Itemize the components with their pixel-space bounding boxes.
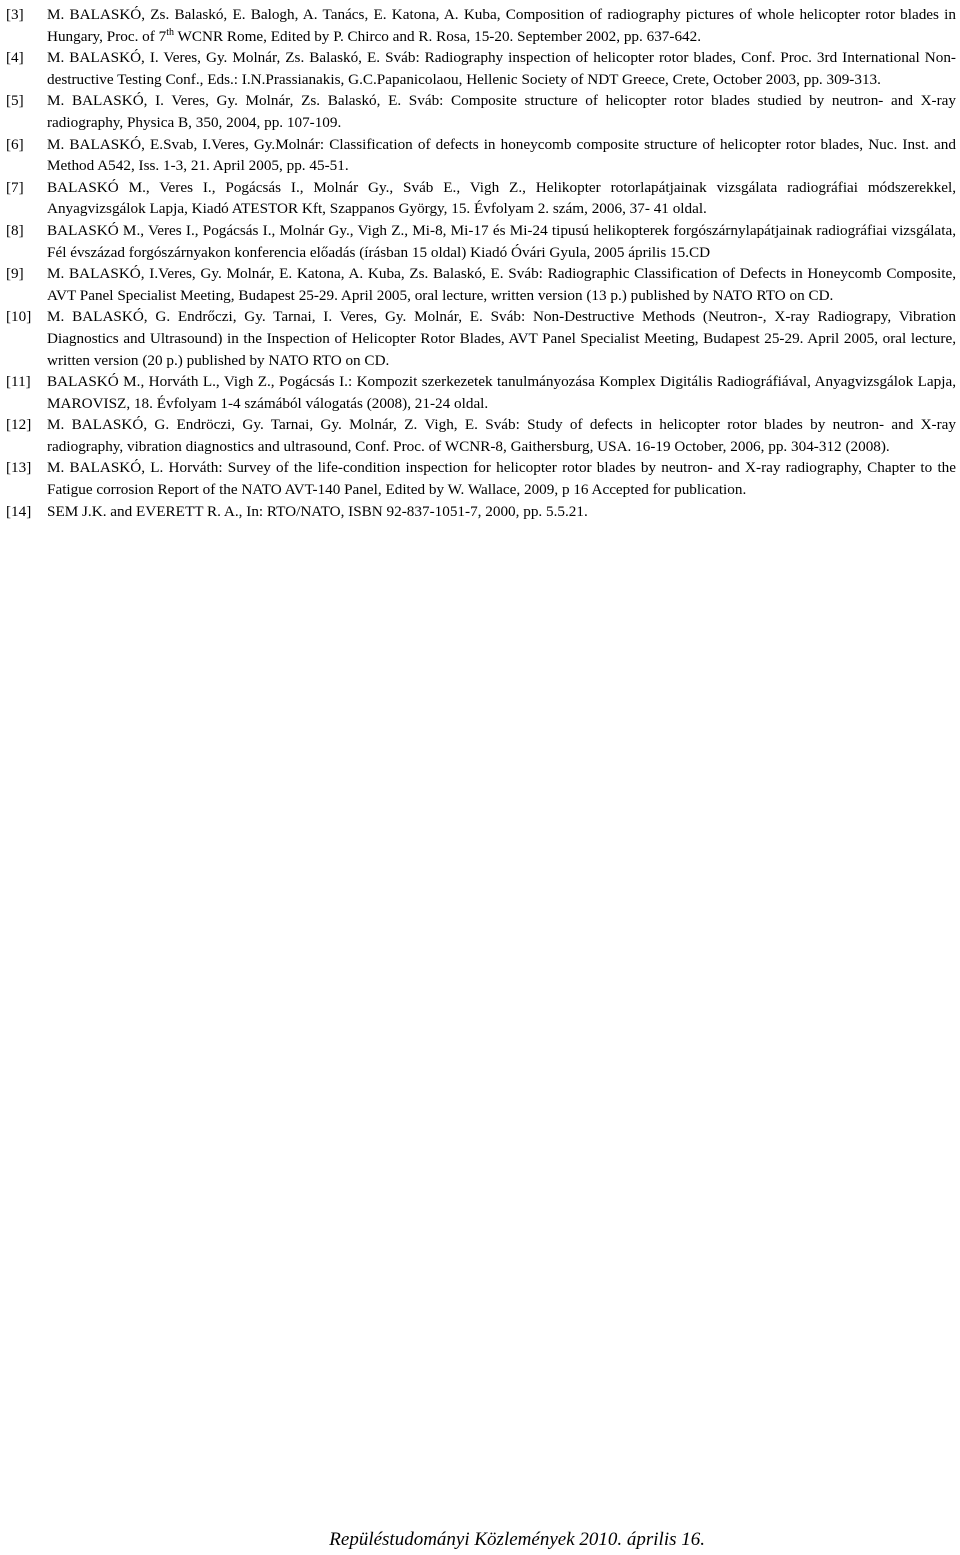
reference-item xyxy=(6,306,956,371)
reference-text-part: WCNR Rome, Edited by P. Chirco and R. Rosa, 15-20. September 2002, pp. 637-642. xyxy=(174,27,702,45)
reference-text: M. BALASKÓ, I. Veres, Gy. Molnár, Zs. Balaskó, E. Sváb: Radiography inspection of helicopter rotor blades, Conf. Proc. 3rd International Non-destructive Testing Conf., Eds.: I.N.Prassianakis, G.C.Papanicolaou, Hellenic Society of NDT Greece, Crete, October 2003, pp. 309-313. xyxy=(47,49,956,88)
reference-text: M. BALASKÓ, I. Veres, Gy. Molnár, Zs. Balaskó, E. Sváb: Composite structure of helicopter rotor blades studied by neutron- and X-ray radiography, Physica B, 350, 2004, pp. 107-109. xyxy=(47,92,956,131)
reference-item xyxy=(6,220,956,263)
reference-item xyxy=(6,90,956,133)
reference-list xyxy=(6,4,956,522)
reference-item xyxy=(6,4,956,47)
reference-number: [10] xyxy=(6,308,32,326)
reference-text: SEM J.K. and EVERETT R. A., In: RTO/NATO, ISBN 92-837-1051-7, 2000, pp. 5.5.21. xyxy=(47,502,588,520)
reference-text: M. BALASKÓ, G. Endrőczi, Gy. Tarnai, I. Veres, Gy. Molnár, E. Sváb: Non-Destructive Methods (Neutron-, X-ray Radiograpy, Vibration Diagnostics and Ultrasound) in the Inspection of Helicopter Rotor Blades, AVT Panel Specialist Meeting, Budapest 25-29. April 2005, oral lecture, written version (20 p.) published by NATO RTO on CD. xyxy=(47,308,956,369)
reference-item xyxy=(6,263,956,306)
reference-text: M. BALASKÓ, L. Horváth: Survey of the life-condition inspection for helicopter rotor blades by neutron- and X-ray radiography, Chapter to the Fatigue corrosion Report of the NATO AVT-140 Panel, Edited by W. Wallace, 2009, p 16 Accepted for publication. xyxy=(47,459,956,499)
reference-text xyxy=(47,4,956,47)
reference-text: M. BALASKÓ, G. Endröczi, Gy. Tarnai, Gy. Molnár, Z. Vigh, E. Sváb: Study of defects in helicopter rotor blades by neutron- and X-ray radiography, vibration diagnostics and ultrasound, Conf. Proc. of WCNR-8, Gaithersburg, USA. 16-19 October, 2006, pp. 304-312 (2008). xyxy=(47,416,956,455)
reference-number: [4] xyxy=(6,49,24,67)
ordinal-suffix: th xyxy=(166,26,175,38)
reference-number: [9] xyxy=(6,265,24,283)
reference-number: [12] xyxy=(6,416,32,434)
reference-number: [5] xyxy=(6,92,24,110)
journal-footer: Repüléstudományi Közlemények 2010. április 16. xyxy=(329,1529,705,1550)
reference-text: M. BALASKÓ, E.Svab, I.Veres, Gy.Molnár: Classification of defects in honeycomb composite structure of helicopter rotor blades, Nuc. Inst. and Method A542, Iss. 1-3, 21. April 2005, pp. 45-51. xyxy=(47,135,956,175)
reference-number: [7] xyxy=(6,178,24,196)
reference-number: [6] xyxy=(6,135,24,153)
reference-number: [13] xyxy=(6,459,32,477)
reference-number: [3] xyxy=(6,6,24,23)
reference-item xyxy=(6,134,956,177)
reference-item xyxy=(6,414,956,457)
reference-text-part: M. BALASKÓ, Zs. Balaskó, E. Balogh, A. Tanács, E. Katona, A. Kuba, Composition of radiography pictures of whole helicopter rotor blades in Hungary, Proc. of 7 xyxy=(47,6,956,45)
reference-item xyxy=(6,501,956,523)
reference-number: [8] xyxy=(6,221,24,239)
reference-item xyxy=(6,371,956,414)
reference-number: [11] xyxy=(6,373,31,391)
reference-item xyxy=(6,47,956,90)
reference-item xyxy=(6,177,956,220)
reference-number: [14] xyxy=(6,502,32,520)
reference-item xyxy=(6,457,956,500)
reference-text: BALASKÓ M., Horváth L., Vigh Z., Pogácsás I.: Kompozit szerkezetek tanulmányozása Komplex Digitális Radiográfiával, Anyagvizsgálok Lapja, MAROVISZ, 18. Évfolyam 1-4 számából válogatás (2008), 21-24 oldal. xyxy=(47,373,956,412)
reference-text: M. BALASKÓ, I.Veres, Gy. Molnár, E. Katona, A. Kuba, Zs. Balaskó, E. Sváb: Radiographic Classification of Defects in Honeycomb Composite, AVT Panel Specialist Meeting, Budapest 25-29. April 2005, oral lecture, written version (13 p.) published by NATO RTO on CD. xyxy=(47,265,956,304)
reference-text: BALASKÓ M., Veres I., Pogácsás I., Molnár Gy., Sváb E., Vigh Z., Helikopter rotorlapátjainak vizsgálata radiográfiai módszerekkel, Anyagvizsgálok Lapja, Kiadó ATESTOR Kft, Szappanos György, 15. Évfolyam 2. szám, 2006, 37- 41 oldal. xyxy=(47,178,956,218)
reference-text: BALASKÓ M., Veres I., Pogácsás I., Molnár Gy., Vigh Z., Mi-8, Mi-17 és Mi-24 tipusú helikopterek forgószárnylapátjainak radiográfiai vizsgálata, Fél évszázad forgószárnyakon konferencia előadás (írásban 15 oldal) Kiadó Óvári Gyula, 2005 április 15.CD xyxy=(47,221,956,261)
